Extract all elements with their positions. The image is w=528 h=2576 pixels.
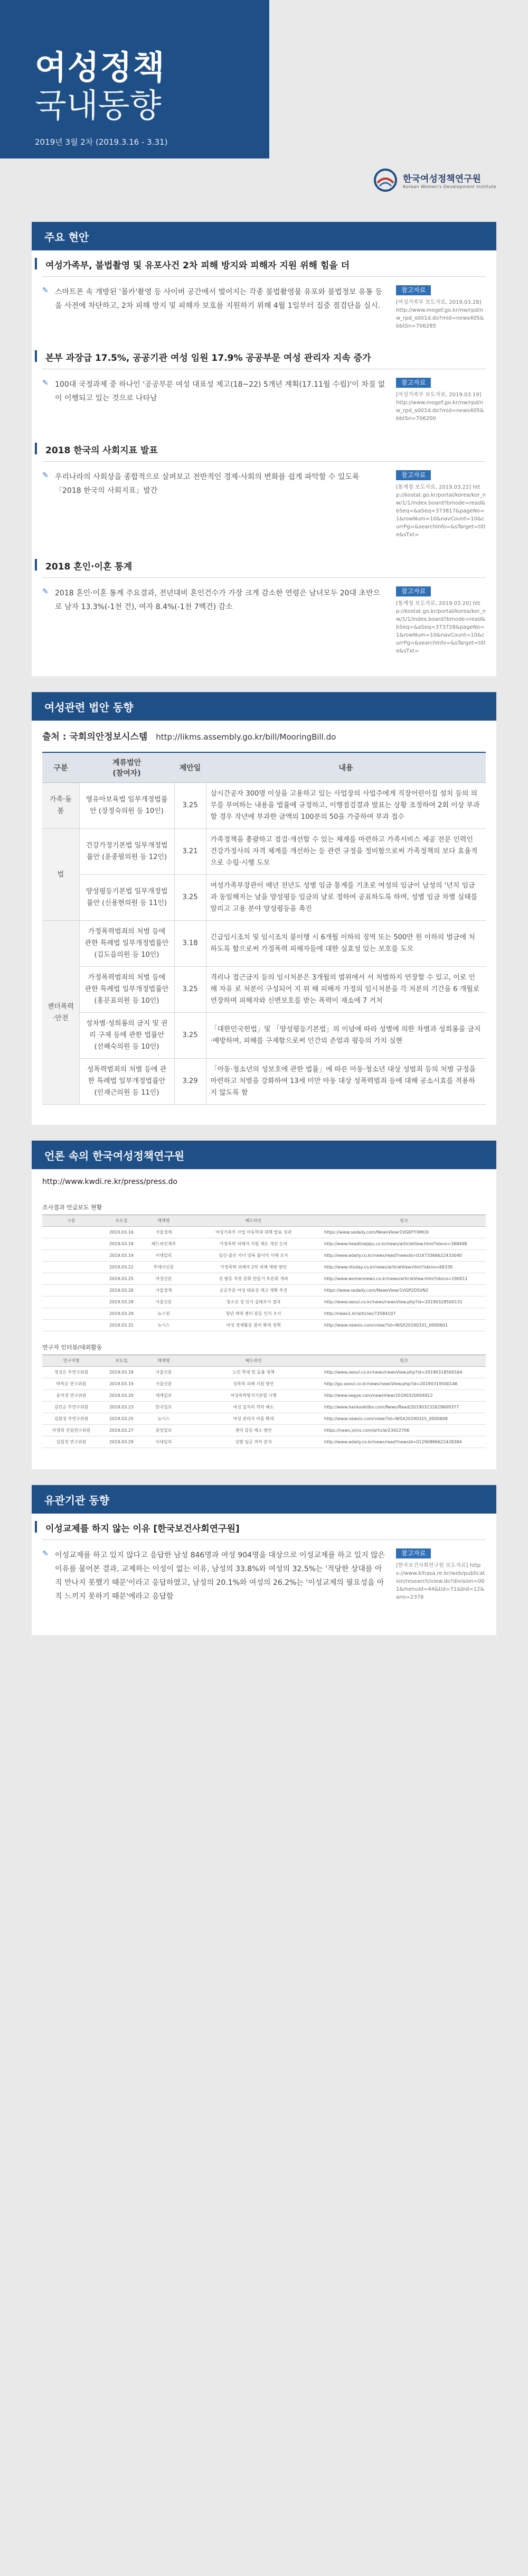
press-link[interactable]: http://www.kwdi.re.kr/press/press.do [42, 1178, 177, 1186]
law-bill: 성폭력범죄의 처벌 등에 관한 특례법 일부개정법률안 (인재근의원 등 11인) [79, 1059, 174, 1105]
main-issues-header [32, 222, 496, 250]
press-date: 2019.03.25 [100, 1273, 143, 1285]
pencil-icon: ✎ [42, 471, 49, 480]
press-cat [42, 1238, 100, 1250]
press-headline: 성폭력 피해 지원 방안 [185, 1378, 322, 1390]
press-table1-col-date: 보도일 [100, 1215, 143, 1227]
press-table2-row [42, 1436, 486, 1448]
press-link-cell[interactable]: http://www.newsis.com/view/?id=NISX20190325_0000608 [322, 1413, 486, 1425]
law-table-row [42, 875, 486, 921]
law-content: 「아동·청소년의 성보호에 관한 법률」에 따른 아동·청소년 대상 성범죄 등의 처벌 규정을 마련하고 처벌을 강화하여 13세 미만 아동 대상 성폭력범죄 등에 대해 공소시효를 적용하지 않도록 함 [206, 1059, 486, 1105]
law-date: 3.25 [174, 875, 206, 921]
press-table2-row [42, 1402, 486, 1413]
press-link-cell[interactable]: http://www.hankookilbo.com/News/Read/201903231629609377 [322, 1402, 486, 1413]
topic-body [42, 586, 396, 655]
press-date: 2019.03.19 [100, 1250, 143, 1262]
law-content: 삼시간공자 300명 이상을 고용하고 있는 사업장의 사업주에게 직장어린이집 설치 등의 의무를 부여하는 내용을 법률에 규정하고, 이행점검결과 발표는 상황 조정하여 2회 이상 부과할 경우 작년에 부과한 금액의 100분의 50을 가중하여 부과 접수 [206, 783, 486, 829]
pencil-icon: ✎ [42, 286, 49, 295]
press-link-cell[interactable]: http://www.ntoday.co.kr/news/articleView.html?idxno=66330 [322, 1262, 486, 1273]
topic-row [32, 578, 496, 660]
press-headline: 성 평등 직장 문화 만들기 토론회 개최 [185, 1273, 322, 1285]
pencil-icon: ✎ [42, 587, 49, 596]
related-header-text: 유관기관 동향 [44, 1494, 109, 1507]
law-category: 젠더폭력·안전 [42, 921, 79, 1105]
law-table-header-row [42, 752, 486, 783]
topic-text: 2018 혼인·이혼 통계 주요결과, 전년대비 혼인건수가 가장 크게 감소한 연령은 남녀모두 20대 초반으로 남자 13.3%(-1천 건), 여자 8.4%(-1천 7백건) 감소 [55, 589, 381, 611]
press-headline: 젠더 갈등 해소 방안 [185, 1425, 322, 1436]
related-title: 이성교제를 하지 않는 이유 [한국보건사회연구원] [42, 1514, 486, 1540]
press-media: 뉴시스 [143, 1413, 185, 1425]
topic-row [32, 462, 496, 544]
topic-title: 여성가족부, 불법촬영 및 유포사건 2차 피해 방지와 피해자 지원 위해 힘을 더 [42, 250, 486, 277]
topic-title: 본부 과장급 17.5%, 공공기관 여성 임원 17.9% 공공부문 여성 관리자 지속 증가 [42, 343, 486, 369]
topic-row [32, 369, 496, 428]
press-header [32, 1141, 496, 1169]
researcher-name: 김인순 부연구위원 [42, 1402, 100, 1413]
press-media: 투데이신문 [143, 1262, 185, 1273]
hero-banner [0, 0, 528, 158]
hero-title: 여성정책 [35, 48, 166, 87]
researcher-name: 마경희 선임연구위원 [42, 1425, 100, 1436]
law-date: 3.21 [174, 829, 206, 875]
topic-ref-label: 참고자료 [396, 285, 431, 295]
press-cat [42, 1320, 100, 1331]
law-content: 긴급임시조치 및 임시조치 불이행 시 6개월 이하의 징역 또는 500만 원 이하의 벌금에 처하도록 함으로써 가정폭력 피해자들에 대한 실효성 있는 보호를 도모 [206, 921, 486, 967]
topic-ref-label: 참고자료 [396, 586, 431, 596]
law-table-row [42, 921, 486, 967]
press-link-cell[interactable]: https://www.sedaily.com/NewsView/1VGP2DSVN2 [322, 1285, 486, 1296]
press-headline: 노인 학대 및 돌봄 정책 [185, 1367, 322, 1378]
press-link-cell[interactable]: http://www.seoul.co.kr/news/newsView.php?id=20190318500164 [322, 1367, 486, 1378]
law-bill: 가정폭력범죄의 처벌 등에 관한 특례법 일부개정법률안 (홍문표의원 등 10인) [79, 967, 174, 1013]
hero-subtitle: 국내동향 [35, 86, 162, 125]
press-table2-col-media: 매체명 [143, 1355, 185, 1367]
press-link-cell[interactable]: https://news.joins.com/article/23422706 [322, 1425, 486, 1436]
press-table1 [42, 1215, 486, 1331]
hero-date: 2019년 3월 2차 (2019.3.16 - 3.31) [35, 137, 168, 147]
topic-row [32, 277, 496, 335]
law-date: 3.25 [174, 783, 206, 829]
law-content: 「대한민국헌법」및 「양성평등기본법」의 이념에 따라 성별에 의한 차별과 성희롱을 금지·예방하며, 피해를 구제함으로써 인간의 존엄과 평등의 가치 실현 [206, 1013, 486, 1059]
main-issues-section [32, 222, 496, 676]
law-bill: 건강가정기본법 일부개정법률안 (윤종필의원 등 12인) [79, 829, 174, 875]
law-table-row [42, 1013, 486, 1059]
press-table1-caption: 조사결과 언급보도 현황 [42, 1204, 102, 1211]
press-media: 서울경제 [143, 1285, 185, 1296]
press-date: 2019.03.18 [100, 1367, 143, 1378]
researcher-name: 박복순 연구위원 [42, 1378, 100, 1390]
law-category: 법 [42, 829, 79, 921]
press-link-cell[interactable]: http://go.seoul.co.kr/news/newsView.php?id=20190319500146 [322, 1378, 486, 1390]
press-date: 2019.03.22 [100, 1262, 143, 1273]
press-date: 2019.03.23 [100, 1402, 143, 1413]
press-table1-row [42, 1296, 486, 1308]
press-headline: 성별 임금 격차 분석 [185, 1436, 322, 1448]
researcher-name: 윤덕경 연구위원 [42, 1390, 100, 1402]
press-table1-row [42, 1285, 486, 1296]
law-table-row [42, 829, 486, 875]
press-table2-row [42, 1390, 486, 1402]
topic-title: 2018 한국의 사회지표 발표 [42, 435, 486, 462]
topic-ref-link[interactable]: [여성가족부 보도자료, 2019.03.19] http://www.mogef.go.kr/nw/rpd/nw_rpd_s001d.do?mid=news405&bbtSn=706200 [396, 392, 484, 422]
related-header [32, 1485, 496, 1514]
law-date: 3.18 [174, 921, 206, 967]
law-source-label: 출처 : 국회의안정보시스템 [42, 732, 148, 742]
press-table2-col-headline: 헤드라인 [185, 1355, 322, 1367]
press-media: 뉴시스 [143, 1320, 185, 1331]
press-headline: 청년 세대 젠더 갈등 인식 조사 [185, 1308, 322, 1320]
related-row [32, 1540, 496, 1609]
law-date: 3.25 [174, 1013, 206, 1059]
law-source-link[interactable]: http://likms.assembly.go.kr/bill/MooringBill.do [156, 732, 336, 742]
press-table1-col-link: 링크 [322, 1215, 486, 1227]
footer-band [0, 2544, 528, 2576]
researcher-name: 김원정 연구위원 [42, 1436, 100, 1448]
law-category: 가족·돌봄 [42, 783, 79, 829]
press-table1-row [42, 1262, 486, 1273]
law-content: 여성가족부장관이 매년 전년도 성별 임금 통계를 기초로 여성의 임금이 남성의 '년치 임금과 동일해지는 날을 양성평등 임금의 날로 정하여 공표하도록 하며, 성별 임금 차별 실태를 알리고 고용 분야 양성평등을 촉진 [206, 875, 486, 921]
press-headline: 임신·출산 자녀 양육 불이익 사례 조사 [185, 1250, 322, 1262]
press-table1-row [42, 1308, 486, 1320]
press-table2-row [42, 1367, 486, 1378]
law-table-row [42, 783, 486, 829]
press-link-cell[interactable]: http://www.edaily.co.kr/news/read?newsId=01473366622433040 [322, 1250, 486, 1262]
law-bill: 영유아보육법 일부개정법률안 (장정숙의원 등 10인) [79, 783, 174, 829]
press-cat [42, 1262, 100, 1273]
press-date: 2019.03.28 [100, 1296, 143, 1308]
related-section [32, 1485, 496, 1635]
law-content: 가족정책을 총괄하고 점검·개선할 수 있는 체계를 마련하고 가족서비스 제공 전문 인력인 건강가정사의 자격 체계를 개선하는 등 관련 규정을 정비함으로써 가족정책의 보다 효율적으로 수립·시행 도모 [206, 829, 486, 875]
press-date: 2019.03.19 [100, 1378, 143, 1390]
law-bill: 성차별·성희롱의 금지 및 권리 구제 등에 관한 법률안 (선혜숙의원 등 10인) [79, 1013, 174, 1059]
press-table2-col-link: 링크 [322, 1355, 486, 1367]
law-table [42, 752, 486, 1105]
press-date: 2019.03.29 [100, 1436, 143, 1448]
press-headline: 청소년 성 인식 실태조사 결과 [185, 1296, 322, 1308]
press-headline: 여성 일자리 격차 해소 [185, 1402, 322, 1413]
researcher-name: 김원정 부연구위원 [42, 1413, 100, 1425]
law-col-bill: 계류법안 (참여자) [79, 752, 174, 783]
topic-ref-link[interactable]: [통계청 보도자료, 2019.03.20] http://kostat.go.kr/portal/korea/kor_nw/1/1/index.board?bmode=read&bSeq=&aSeq=373728&pageNo=1&rowNum=10&navCount=10&currPg=&searchInfo=&sTarget=title&sTxt= [396, 601, 486, 654]
press-link-cell[interactable]: http://www.edaily.co.kr/news/read?newsId=01290886622428384 [322, 1436, 486, 1448]
press-table1-header-row [42, 1215, 486, 1227]
press-table2-row [42, 1378, 486, 1390]
law-bill: 가정폭력범죄의 처벌 등에 관한 특례법 일부개정법률안 (김도읍의원 등 10인) [79, 921, 174, 967]
law-table-row [42, 1059, 486, 1105]
logo-name-en: Korean Women's Development Institute [403, 184, 496, 189]
law-section [32, 692, 496, 1125]
press-media: 서울신문 [143, 1367, 185, 1378]
law-header-text: 여성관련 법안 동향 [44, 701, 134, 714]
press-table2-col-date: 보도일 [100, 1355, 143, 1367]
press-date: 2019.03.16 [100, 1227, 143, 1238]
press-cat [42, 1296, 100, 1308]
press-date: 2019.03.18 [100, 1238, 143, 1250]
press-cat [42, 1308, 100, 1320]
related-ref [396, 1548, 486, 1603]
topics-list [32, 250, 496, 660]
kwdi-logo [373, 168, 496, 192]
press-table2-row [42, 1413, 486, 1425]
topic-ref-link[interactable]: [통계청 보도자료, 2019.03.22] http://kostat.go.kr/portal/korea/kor_nw/1/1/index.board?bmode=read&bSeq=&aSeq=373817&pageNo=1&rowNum=10&navCount=10&currPg=&searchInfo=&sTarget=title&sTxt= [396, 484, 486, 538]
topic-title: 2018 혼인·이혼 통계 [42, 552, 486, 578]
press-headline: 가정폭력 피해자 지원 제도 개선 논의 [185, 1238, 322, 1250]
topic-ref-link[interactable]: [여성가족부 보도자료, 2019.03.28] http://www.mogef.go.kr/nw/rpd/nw_rpd_s001d.do?mid=news405&bbtSn=706285 [396, 300, 484, 329]
press-date: 2019.03.29 [100, 1308, 143, 1320]
law-source [32, 721, 496, 748]
press-table1-body [42, 1227, 486, 1331]
press-media: 서울경제 [143, 1227, 185, 1238]
law-table-row [42, 967, 486, 1013]
press-media: 헤드라인제주 [143, 1238, 185, 1250]
press-header-text: 언론 속의 한국여성정책연구원 [44, 1149, 185, 1162]
law-bill: 양성평등기본법 일부개정법률안 (신용현의원 등 11인) [79, 875, 174, 921]
press-media: 한국일보 [143, 1402, 185, 1413]
topic-ref [396, 470, 486, 539]
topic-body [42, 378, 396, 423]
law-col-date: 제안일 [174, 752, 206, 783]
related-body [42, 1548, 396, 1603]
press-cat [42, 1273, 100, 1285]
topic-text: 100대 국정과제 중 하나인 '공공부문 여성 대표성 제고(18~22) 5개년 계획(17.11월 수립)'이 차질 없이 이행되고 있는 것으로 나타남 [55, 380, 385, 403]
topic-text: 스마트폰 속 개방된 '몰카'촬영 등 사이버 공간에서 벌어지는 각종 불법촬영물 유포와 불법정보 유통 등을 사전에 차단하고, 2차 피해 방지 및 피해자 보호를 지원하기 위해 4월 1일부터 집중 점검단을 실시. [55, 288, 383, 310]
related-ref-label: 참고자료 [396, 1548, 431, 1558]
press-link-cell[interactable]: https://www.sedaily.com/NewsView/1VGKFYXMO0 [322, 1227, 486, 1238]
related-ref-link[interactable]: [한국보건사회연구원 보도자료] https://www.kihasa.re.kr/web/publication/research/view.do?division=001&menuId=44&tid=71&bid=12&ano=2378 [396, 1563, 485, 1600]
press-media: 서울신문 [143, 1378, 185, 1390]
press-media: 세계일보 [143, 1390, 185, 1402]
press-headline: 공공부문 여성 대표성 제고 계획 추진 [185, 1285, 322, 1296]
law-date: 3.25 [174, 967, 206, 1013]
press-date: 2019.03.31 [100, 1320, 143, 1331]
press-table2-caption: 연구자 인터뷰/대외활동 [42, 1344, 102, 1351]
logo-name-ko: 한국여성정책연구원 [403, 174, 481, 184]
press-link-cell[interactable]: http://www.segye.com/newsView/20190320004912 [322, 1390, 486, 1402]
press-link-cell[interactable]: http://www.newsis.com/view/?id=NISX20190331_0000601 [322, 1320, 486, 1331]
press-link-cell[interactable]: http://news1.kr/articles/?3584107 [322, 1308, 486, 1320]
topic-ref-label: 참고자료 [396, 378, 431, 388]
press-date: 2019.03.25 [100, 1413, 143, 1425]
main-issues-header-text: 주요 현안 [44, 230, 89, 244]
law-col-category: 구분 [42, 752, 79, 783]
press-link-cell[interactable]: http://www.seoul.co.kr/news/newsView.php?id=20190328500131 [322, 1296, 486, 1308]
researcher-name: 정성은 부연구위원 [42, 1367, 100, 1378]
press-table1-col-cat: 구분 [42, 1215, 100, 1227]
press-section [32, 1141, 496, 1469]
press-media: 뉴스원 [143, 1308, 185, 1320]
press-table1-row [42, 1320, 486, 1331]
topic-body [42, 285, 396, 330]
law-header [32, 692, 496, 721]
law-table-body [42, 783, 486, 1105]
press-media: 이데일리 [143, 1250, 185, 1262]
press-headline: 여성 관리자 비율 확대 [185, 1413, 322, 1425]
press-table1-row [42, 1227, 486, 1238]
press-table2-body [42, 1367, 486, 1448]
press-headline: 여성 경제활동 참여 확대 정책 [185, 1320, 322, 1331]
press-date: 2019.03.27 [100, 1425, 143, 1436]
press-media: 여성신문 [143, 1273, 185, 1285]
topic-ref [396, 586, 486, 655]
topic-ref-label: 참고자료 [396, 470, 431, 480]
press-table2 [42, 1355, 486, 1448]
law-col-content: 내용 [206, 752, 486, 783]
topic-ref [396, 378, 486, 423]
pencil-icon: ✎ [42, 1550, 49, 1558]
pencil-icon: ✎ [42, 379, 49, 387]
press-table2-col-name: 연구자명 [42, 1355, 100, 1367]
press-headline: 여성가족부 사업 아동학대 대책 발표 성과 [185, 1227, 322, 1238]
topic-text: 우리나라의 사회상을 종합적으로 살펴보고 전반적인 경제·사회의 변화를 쉽게 파악할 수 있도록 「2018 한국의 사회지표」발간 [55, 473, 360, 495]
kwdi-logo-icon [373, 168, 398, 192]
press-cat [42, 1285, 100, 1296]
law-content: 격리나 접근금지 등의 임시처분은 3개월의 범위에서 서 처벌하지 연장할 수 있고, 이로 인해 자유 로 처분이 구성되어 지 위 해 피해자 가정의 임시처분을 각 처분의 기간을 6 개월로 연장하며 피해자와 신변보호를 받는 폭력이 재소에 7 거처 [206, 967, 486, 1013]
press-media: 중앙일보 [143, 1425, 185, 1436]
press-cat [42, 1250, 100, 1262]
topic-body [42, 470, 396, 539]
press-date: 2019.03.26 [100, 1285, 143, 1296]
law-date: 3.29 [174, 1059, 206, 1105]
press-table1-col-media: 매체명 [143, 1215, 185, 1227]
press-link-cell[interactable]: http://www.headlinejeju.co.kr/news/articleView.html?idxno=368498 [322, 1238, 486, 1250]
press-headline: 여성폭력방지기본법 시행 [185, 1390, 322, 1402]
press-date: 2019.03.20 [100, 1390, 143, 1402]
press-table1-row [42, 1273, 486, 1285]
press-media: 서울신문 [143, 1296, 185, 1308]
press-media: 이데일리 [143, 1436, 185, 1448]
press-link-cell[interactable]: http://www.womennews.co.kr/news/articleView.html?idxno=190011 [322, 1273, 486, 1285]
topic-ref [396, 285, 486, 330]
related-text: 이성교제를 하고 있지 않다고 응답한 남성 846명과 여성 904명을 대상으로 이성교제를 하고 있지 않은 이유를 물어본 결과, 교제하는 이성이 없는 이유, 남성의 33.8%와 여성의 32.5%는 '적당한 상대를 아직 만나지 못했기 때문'이라고 응답하였고, 남성의 20.1%와 여성의 26.2%는 '이성교제의 필요성을 아직 느끼지 못하기 때문'에라고 응답함 [55, 1551, 385, 1601]
press-cat [42, 1227, 100, 1238]
press-table2-header-row [42, 1355, 486, 1367]
press-table1-row [42, 1250, 486, 1262]
press-headline: 가정폭력 피해자 2차 피해 예방 방안 [185, 1262, 322, 1273]
press-table2-row [42, 1425, 486, 1436]
press-table1-col-headline: 헤드라인 [185, 1215, 322, 1227]
hero-box [0, 0, 269, 158]
press-table1-row [42, 1238, 486, 1250]
